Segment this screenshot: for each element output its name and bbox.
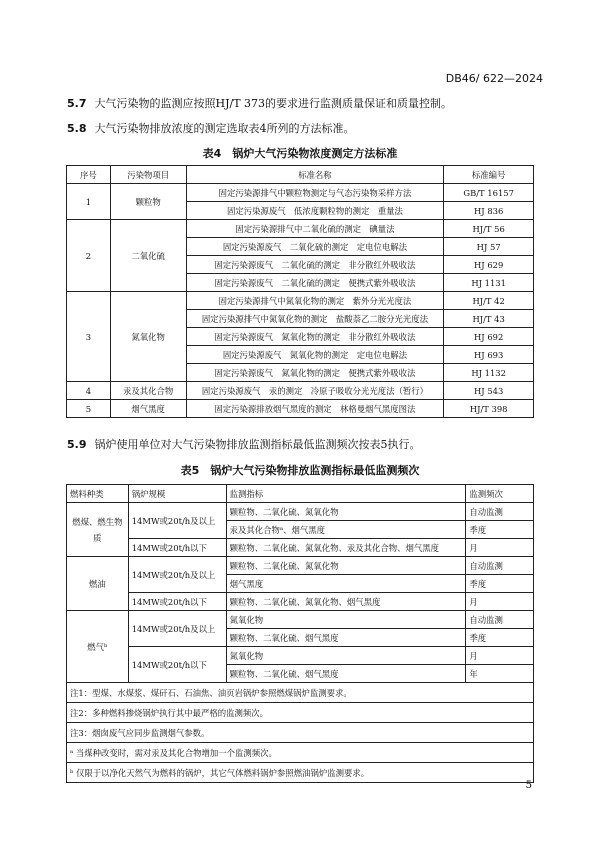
note-row (67, 703, 534, 723)
standard-code: HJ/T 398 (444, 400, 534, 418)
pollutant-item: 颗粒物 (110, 184, 186, 220)
serial-number: 4 (67, 382, 111, 400)
standard-code: HJ/T 42 (444, 292, 534, 310)
boiler-size: 14MW或20t/h以下 (128, 539, 226, 557)
fuel-type: 燃煤、燃生物质 (67, 503, 129, 557)
clause-text: 大气污染物排放浓度的测定选取表4所列的方法标准。 (94, 122, 355, 135)
standard-name: 固定污染源排气中二氧化硫的测定 碘量法 (186, 220, 444, 238)
monitoring-index: 颗粒物、二氧化硫、氮氧化物 (226, 503, 466, 521)
monitoring-index: 颗粒物、二氧化硫、氮氧化物、烟气黑度 (226, 593, 466, 611)
standard-code: HJ 692 (444, 328, 534, 346)
table4 (66, 165, 534, 418)
table-row (67, 557, 534, 575)
monitoring-frequency: 季度 (466, 521, 534, 539)
monitoring-index: 颗粒物、二氧化硫、氮氧化物 (226, 557, 466, 575)
clause-number: 5.9 (67, 438, 87, 451)
column-header: 监测频次 (466, 485, 534, 503)
monitoring-index: 氮氧化物 (226, 611, 466, 629)
monitoring-index: 烟气黑度 (226, 575, 466, 593)
boiler-size: 14MW或20t/h及以上 (128, 611, 226, 647)
monitoring-frequency: 自动监测 (466, 503, 534, 521)
column-header: 污染物项目 (110, 166, 186, 184)
note-row (67, 683, 534, 703)
clause-number: 5.7 (67, 97, 87, 110)
standard-code: HJ 543 (444, 382, 534, 400)
standard-name: 固定污染源排气中氮氧化物的测定 盐酸萘乙二胺分光光度法 (186, 310, 444, 328)
clause-5-8 (67, 120, 355, 136)
table-row (67, 184, 534, 202)
pollutant-item: 氮氧化物 (110, 292, 186, 382)
clause-text: 锅炉使用单位对大气污染物排放监测指标最低监测频次按表5执行。 (94, 438, 421, 451)
standard-name: 固定污染源废气 氮氧化物的测定 非分散红外吸收法 (186, 328, 444, 346)
page-number: 5 (525, 780, 532, 791)
standard-name: 固定污染源废气 汞的测定 冷原子吸收分光光度法（暂行） (186, 382, 444, 400)
standard-name: 固定污染源废气 二氧化硫的测定 非分散红外吸收法 (186, 256, 444, 274)
standard-name: 固定污染源废气 氮氧化物的测定 便携式紫外吸收法 (186, 364, 444, 382)
monitoring-frequency: 季度 (466, 575, 534, 593)
table4-caption: 表4 锅炉大气污染物浓度测定方法标准 (202, 147, 398, 160)
column-header: 监测指标 (226, 485, 466, 503)
monitoring-index: 氮氧化物 (226, 647, 466, 665)
monitoring-frequency: 年 (466, 665, 534, 683)
column-header: 燃料种类 (67, 485, 129, 503)
table-row (67, 400, 534, 418)
boiler-size: 14MW或20t/h以下 (128, 647, 226, 683)
note-row (67, 723, 534, 743)
column-header: 序号 (67, 166, 111, 184)
pollutant-item: 汞及其化合物 (110, 382, 186, 400)
serial-number: 1 (67, 184, 111, 220)
monitoring-frequency: 月 (466, 593, 534, 611)
boiler-size: 14MW或20t/h及以上 (128, 503, 226, 539)
table-header-row (67, 485, 534, 503)
monitoring-frequency: 自动监测 (466, 557, 534, 575)
standard-code: GB/T 16157 (444, 184, 534, 202)
monitoring-index: 汞及其化合物ᵃ、烟气黑度 (226, 521, 466, 539)
standard-code: HJ 836 (444, 202, 534, 220)
boiler-size: 14MW或20t/h以下 (128, 593, 226, 611)
table-row (67, 593, 534, 611)
clause-text: 大气污染物的监测应按照HJ/T 373的要求进行监测质量保证和质量控制。 (94, 97, 453, 110)
standard-code: HJ 57 (444, 238, 534, 256)
fuel-type: 燃气ᵇ (67, 611, 129, 683)
table-row (67, 292, 534, 310)
standard-name: 固定污染源废气 二氧化硫的测定 定电位电解法 (186, 238, 444, 256)
table-row (67, 220, 534, 238)
boiler-size: 14MW或20t/h及以上 (128, 557, 226, 593)
monitoring-index: 颗粒物、二氧化硫、烟气黑度 (226, 629, 466, 647)
serial-number: 3 (67, 292, 111, 382)
clause-number: 5.8 (67, 122, 87, 135)
column-header: 标准名称 (186, 166, 444, 184)
monitoring-index: 颗粒物、二氧化硫、氮氧化物、汞及其化合物、烟气黑度 (226, 539, 466, 557)
standard-name: 固定污染源排放烟气黑度的测定 林格曼烟气黑度图法 (186, 400, 444, 418)
standard-name: 固定污染源排气中氮氧化物的测定 紫外分光光度法 (186, 292, 444, 310)
table-row (67, 382, 534, 400)
standard-code: HJ/T 56 (444, 220, 534, 238)
monitoring-frequency: 自动监测 (466, 611, 534, 629)
clause-5-7 (67, 95, 452, 111)
serial-number: 2 (67, 220, 111, 292)
table-note: ᵃ 当煤种改变时，需对汞及其化合物增加一个监测频次。 (67, 743, 534, 763)
table-row (67, 611, 534, 629)
standard-number: DB46/ 622—2024 (445, 72, 543, 85)
standard-code: HJ 1131 (444, 274, 534, 292)
table-row (67, 647, 534, 665)
pollutant-item: 二氧化硫 (110, 220, 186, 292)
standard-name: 固定污染源排气中颗粒物测定与气态污染物采样方法 (186, 184, 444, 202)
standard-name: 固定污染源废气 低浓度颗粒物的测定 重量法 (186, 202, 444, 220)
standard-code: HJ/T 43 (444, 310, 534, 328)
note-row (67, 763, 534, 783)
table-row (67, 539, 534, 557)
table-note: 注1：型煤、水煤浆、煤矸石、石油焦、油页岩锅炉参照燃煤锅炉监测要求。 (67, 683, 534, 703)
monitoring-index: 颗粒物、二氧化硫、烟气黑度 (226, 665, 466, 683)
standard-name: 固定污染源废气 二氧化硫的测定 便携式紫外吸收法 (186, 274, 444, 292)
table-note: 注3：烟囱废气应同步监测烟气参数。 (67, 723, 534, 743)
monitoring-frequency: 月 (466, 647, 534, 665)
monitoring-frequency: 季度 (466, 629, 534, 647)
table-row (67, 503, 534, 521)
fuel-type: 燃油 (67, 557, 129, 611)
standard-code: HJ 693 (444, 346, 534, 364)
standard-code: HJ 1132 (444, 364, 534, 382)
column-header: 标准编号 (444, 166, 534, 184)
pollutant-item: 烟气黑度 (110, 400, 186, 418)
table5-caption: 表5 锅炉大气污染物排放监测指标最低监测频次 (180, 464, 420, 477)
standard-name: 固定污染源废气 氮氧化物的测定 定电位电解法 (186, 346, 444, 364)
table5 (66, 484, 534, 783)
note-row (67, 743, 534, 763)
column-header: 锅炉规模 (128, 485, 226, 503)
table-header-row (67, 166, 534, 184)
clause-5-9 (67, 436, 421, 452)
serial-number: 5 (67, 400, 111, 418)
standard-code: HJ 629 (444, 256, 534, 274)
monitoring-frequency: 月 (466, 539, 534, 557)
table-note: ᵇ 仅限于以净化天然气为燃料的锅炉，其它气体燃料锅炉参照燃油锅炉监测要求。 (67, 763, 534, 783)
table-note: 注2：多种燃料掺烧锅炉执行其中最严格的监测频次。 (67, 703, 534, 723)
